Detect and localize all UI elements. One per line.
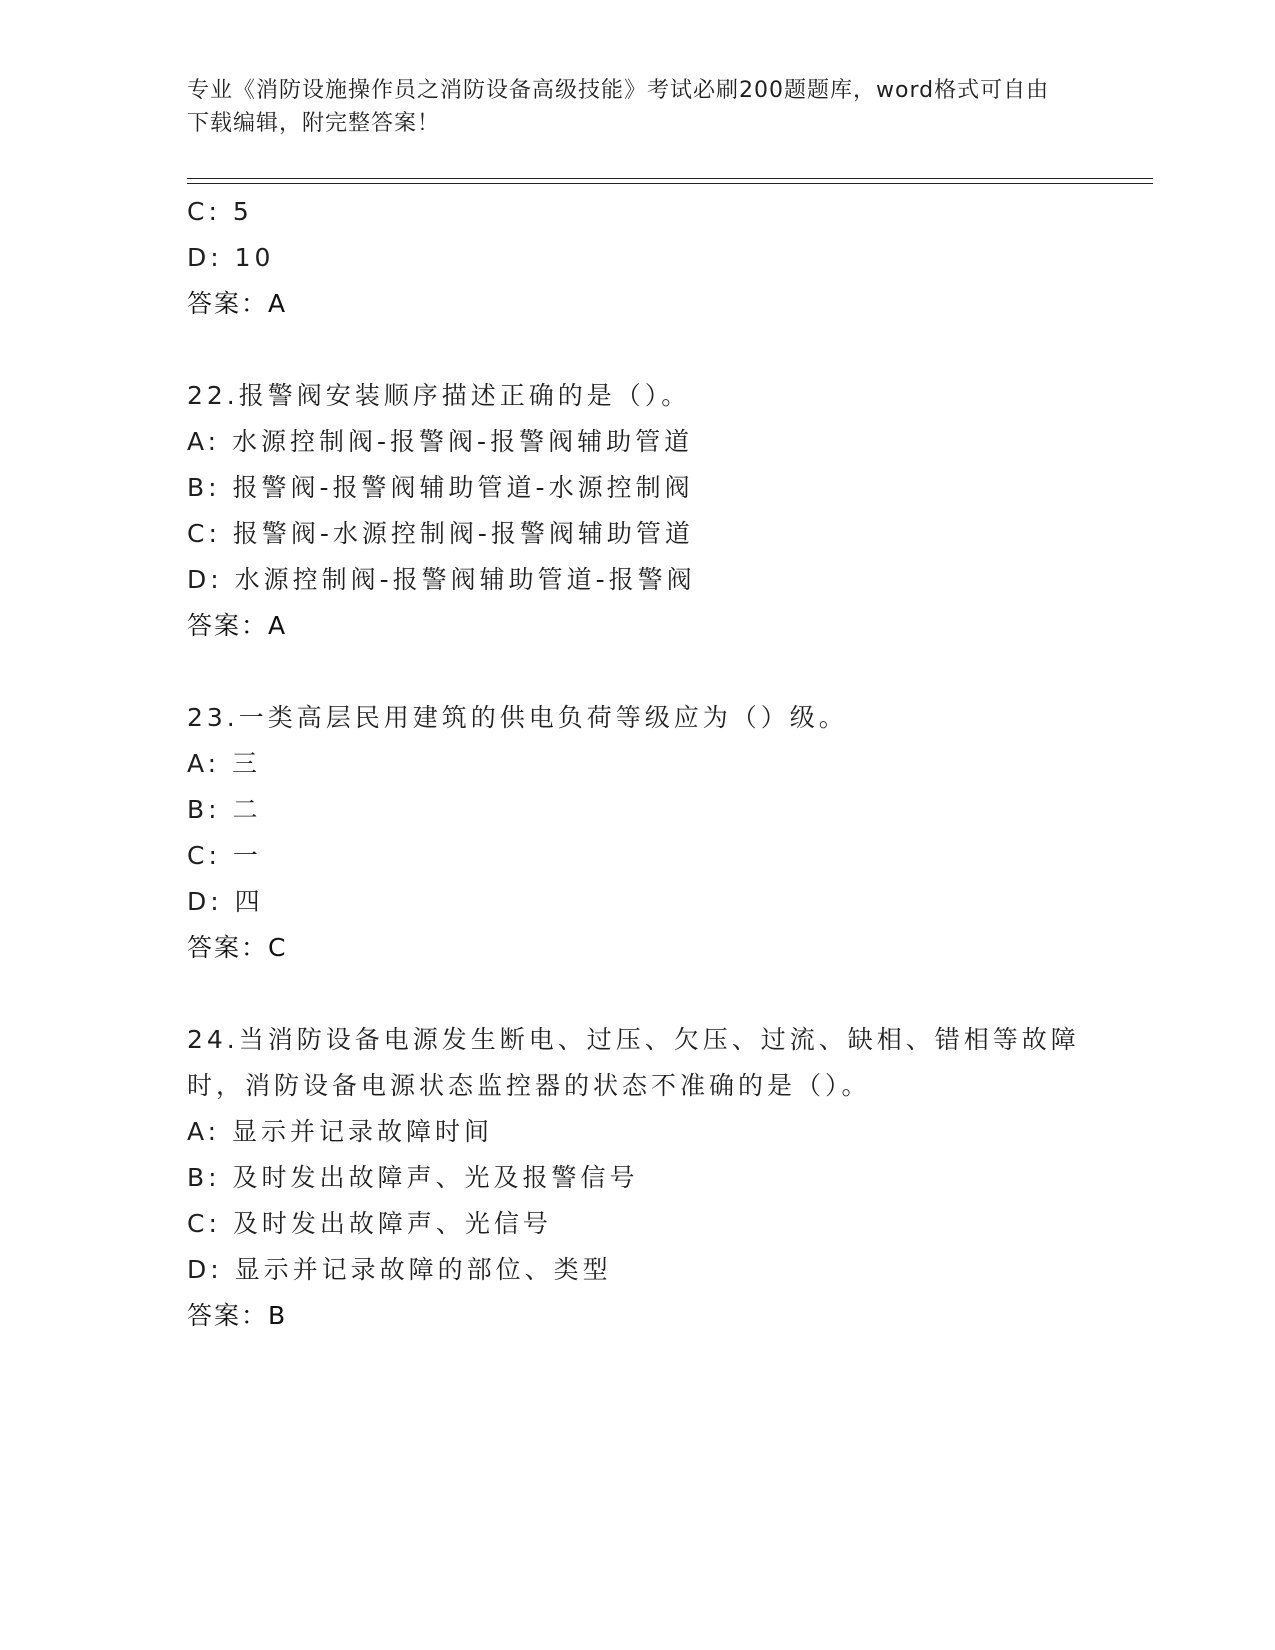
option-d: D: 显示并记录故障的部位、类型 <box>187 1255 612 1284</box>
question-stem: 23.一类高层民用建筑的供电负荷等级应为（）级。 <box>187 703 848 732</box>
question-23 <box>187 695 1087 971</box>
answer-line: 答案：C <box>187 933 288 962</box>
question-22 <box>187 373 1087 649</box>
option-a: A: 三 <box>187 749 262 778</box>
option-c: C: 报警阀-水源控制阀-报警阀辅助管道 <box>187 519 694 548</box>
header-rule-bottom <box>187 183 1153 184</box>
answer-line: 答案：B <box>187 1301 288 1330</box>
header-rule-top <box>187 178 1153 179</box>
question-24 <box>187 1017 1087 1339</box>
option-c: C: 及时发出故障声、光信号 <box>187 1209 552 1238</box>
option-d: D: 四 <box>187 887 264 916</box>
question-stem: 24.当消防设备电源发生断电、过压、欠压、过流、缺相、错相等故障时，消防设备电源状态监控器的状态不准确的是（）。 <box>187 1025 1080 1100</box>
option-c: C: 一 <box>187 841 262 870</box>
option-b: B: 及时发出故障声、光及报警信号 <box>187 1163 639 1192</box>
option-a: A: 显示并记录故障时间 <box>187 1117 494 1146</box>
document-header: 专业《消防设施操作员之消防设备高级技能》考试必刷200题题库，word格式可自由下载编辑，附完整答案！ <box>187 78 1050 136</box>
option-b: B: 二 <box>187 795 262 824</box>
answer-line: 答案：A <box>187 289 288 318</box>
option-b: B: 报警阀-报警阀辅助管道-水源控制阀 <box>187 473 694 502</box>
question-list <box>187 189 1087 1339</box>
option-d: D: 水源控制阀-报警阀辅助管道-报警阀 <box>187 565 696 594</box>
previous-question-tail <box>187 189 1087 327</box>
option-c: C: 5 <box>187 197 253 226</box>
option-d: D: 10 <box>187 243 275 272</box>
question-stem: 22.报警阀安装顺序描述正确的是（）。 <box>187 381 691 410</box>
option-a: A: 水源控制阀-报警阀-报警阀辅助管道 <box>187 427 694 456</box>
answer-line: 答案：A <box>187 611 288 640</box>
